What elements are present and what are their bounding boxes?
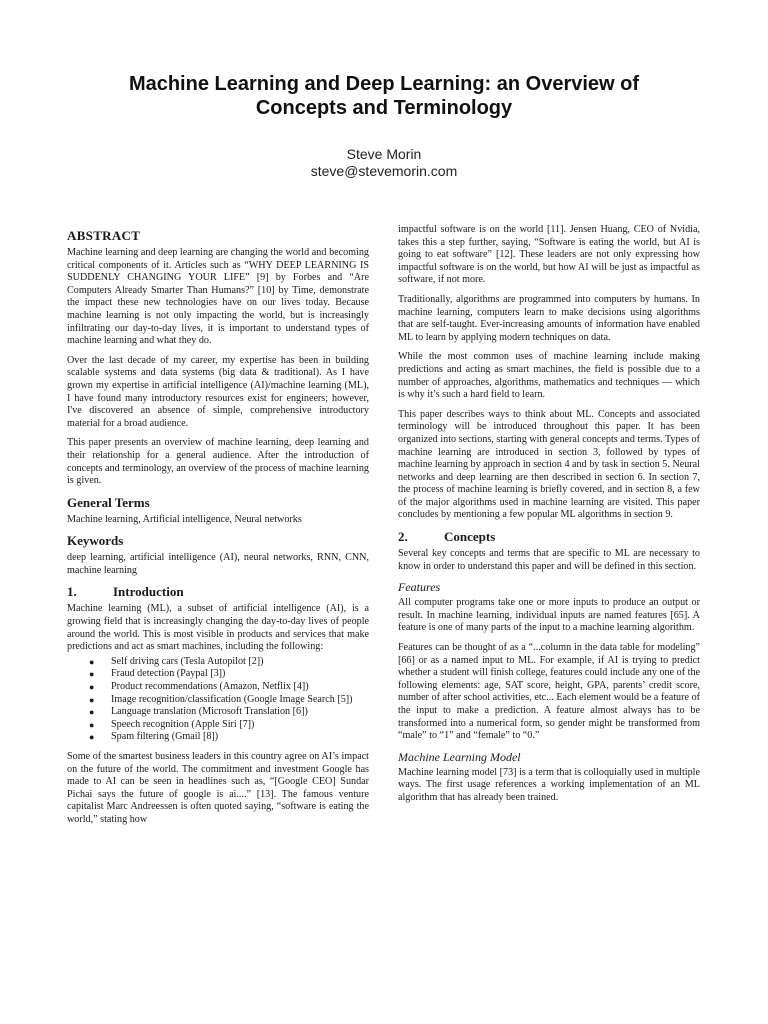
left-column [67,226,369,834]
list-item-text: Product recommendations (Amazon, Netflix [4]) [111,681,309,693]
abstract-heading: ABSTRACT [67,228,141,243]
abstract-paragraph-3: This paper presents an overview of machine learning, deep learning and their relationship for a general audience. After the introduction of concepts and terminology, an overview of the process of machine learning is given. [67,437,369,487]
intro-paragraph-5: While the most common uses of machine learning include making predictions and acting as smart machines, the field is possible due to a number of approaches, algorithms, mathematics and techniques — which is why it’s such a hard field to learn. [398,351,700,401]
section-number: 1. [67,584,77,600]
author-block [60,146,708,180]
features-paragraph-2: Features can be thought of as a “...column in the data table for modeling” [66] or as a named input to ML. For example, if AI is trying to predict whether a student will finish college, features could include any one of the following elements: age, SAT score, height, GPA, parents’ credit score, number of after school activities, etc... Each element would be a feature of the input to make a prediction. A feature almost always has to be transformed into a numerical form, so gender might be transformed from “male” to “1” and “female” to “0.” [398,642,700,742]
list-item-text: Fraud detection (Paypal [3]) [111,668,226,680]
list-item-text: Self driving cars (Tesla Autopilot [2]) [111,655,264,667]
intro-paragraph-3: impactful software is on the world [11]. Jensen Huang, CEO of Nvidia, takes this a step further, saying, “Software is eating the world, but AI is going to eat software” [12]. These leaders are not only expressing how impactful software is on the world, but how AI will be just as impactful as software, if not more. [398,224,700,286]
list-item [89,731,369,744]
list-item-text: Language translation (Microsoft Translation [6]) [111,706,308,718]
features-paragraph-1: All computer programs take one or more inputs to produce an output or result. In machine learning, individual inputs are named features [65]. A feature is one of many parts of the input to a machine learning algorithm. [398,597,700,634]
list-item [89,719,369,732]
list-item-text: Image recognition/classification (Google Image Search [5]) [111,693,353,705]
list-item [89,706,369,719]
intro-paragraph-2: Some of the smartest business leaders in this country agree on AI’s impact on the future of the world. The commitment and investment Google has made to AI can be seen in headlines such as, “[Google CEO] Sundar Pichai says the future of google is ai....” [13]. The famous venture capitalist Marc Andreessen is often quoted saying, “software is eating the world,” stating how [67,751,369,825]
list-item [89,694,369,707]
intro-paragraph-1: Machine learning (ML), a subset of artificial intelligence (AI), is a growing field that is increasingly changing the day-to-day lives of people around the world. This is most visible in products and services that make predictions and act as smart machines, including the following: [67,603,369,653]
subsection-heading-ml-model: Machine Learning Model [398,749,521,764]
list-item-text: Spam filtering (Gmail [8]) [111,731,219,743]
author-name: Steve Morin [346,146,422,162]
bullet-icon: ● [89,707,95,718]
bullet-icon: ● [89,669,95,680]
section-title: Concepts [444,529,496,545]
intro-bullet-list [67,656,369,744]
list-item-text: Speech recognition (Apple Siri [7]) [111,718,255,730]
list-item [89,656,369,669]
section-number: 2. [398,529,408,545]
general-terms-text: Machine learning, Artificial intelligence, Neural networks [67,513,302,525]
list-item [89,668,369,681]
list-item [89,681,369,694]
right-column [398,224,700,812]
keywords-text: deep learning, artificial intelligence (AI), neural networks, RNN, CNN, machine learning [67,552,369,576]
bullet-icon: ● [89,732,95,743]
ml-model-paragraph: Machine learning model [73] is a term that is colloquially used in multiple ways. The first usage references a working implementation of an ML algorithm that has already been trained. [398,766,700,803]
concepts-paragraph: Several key concepts and terms that are specific to ML are necessary to know in order to understand this paper and will be defined in this section. [398,548,700,572]
section-title: Introduction [113,584,184,600]
abstract-paragraph-1: Machine learning and deep learning are changing the world and becoming critical components of it. Articles such as “WHY DEEP LEARNING IS SUDDENLY CHANGING YOUR LIFE” [9] by Forbes and “Are Computers Already Smarter Than Humans?” [10] by Time, demonstrate the impact these new technologies have on our lives today. Because machine learning is not only impacting the world, but is increasingly infiltrating our day-to-day lives, it is important to understand types of machine learning and what they do. [67,247,369,347]
general-terms-heading: General Terms [67,494,150,510]
section-heading-introduction [67,584,369,599]
title-line-2: Concepts and Terminology [255,97,513,119]
bullet-icon: ● [89,682,95,693]
subsection-heading-features: Features [398,580,441,595]
intro-paragraph-4: Traditionally, algorithms are programmed into computers by humans. In machine learning, computers learn to make decisions using algorithms that are self-taught. Ever-increasing amounts of information have enabled ML to learn by applying modern techniques on data. [398,293,700,343]
section-heading-concepts [398,529,700,544]
paper-title [60,72,708,120]
keywords-heading: Keywords [67,533,124,549]
bullet-icon: ● [89,719,95,730]
bullet-icon: ● [89,656,95,667]
abstract-paragraph-2: Over the last decade of my career, my expertise has been in building scalable systems and data systems (big data & traditional). As I have grown my expertise in artificial intelligence (AI)/machine learning (ML), I have found many introductory resources exist for engineers; however, I've discovered an absence of simple, comprehensive introductory material for a broad audience. [67,354,369,429]
bullet-icon: ● [89,694,95,705]
author-email: steve@stevemorin.com [310,163,458,179]
title-line-1: Machine Learning and Deep Learning: an Overview of [128,73,640,95]
intro-paragraph-6: This paper describes ways to think about ML. Concepts and associated terminology will be introduced throughout this paper. It has been organized into sections, starting with general concepts and terms. Types of machine learning are introduced in section 3, followed by types of machine learning by approach in section 4 and by task in section 5. Neural networks and deep learning are then described in section 6. In section 7, the process of machine learning is briefly covered, and in section 8, a few of the major algorithms used in machine learning are visited. This paper concludes by mentioning a few popular ML algorithms in section 9. [398,408,700,521]
